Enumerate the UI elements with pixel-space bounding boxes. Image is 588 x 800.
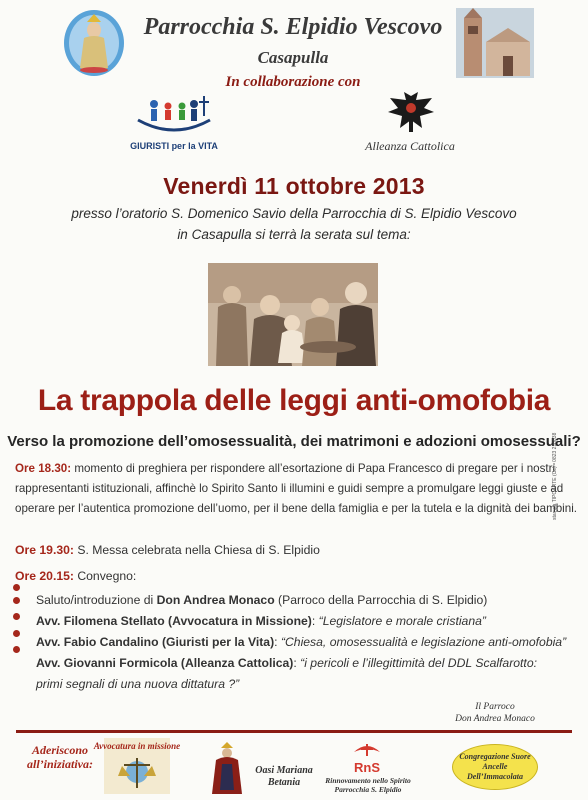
speaker-name: Avv. Giovanni Formicola (Alleanza Cattolica) [36, 656, 294, 670]
speaker-name: Avv. Filomena Stellato (Avvocatura in Missione) [36, 614, 312, 628]
program-item-2015 [15, 566, 581, 586]
bullet-icon [13, 646, 20, 653]
signature [430, 701, 560, 725]
parish-name: Parrocchia S. Elpidio Vescovo [143, 14, 443, 40]
rns-logo [346, 738, 388, 776]
family-painting [208, 263, 378, 366]
venue-line-1: presso l’oratorio S. Domenico Savio della Parrocchia di S. Elpidio Vescovo [71, 206, 517, 221]
event-date: Venerdì 11 ottobre 2013 [163, 173, 425, 199]
signature-name: Don Andrea Monaco [455, 714, 535, 724]
congregazione-badge [452, 744, 538, 790]
collaboration-label: In collaborazione con [225, 74, 361, 90]
rns-logo-text: RnS [354, 760, 380, 775]
alleanza-cattolica-eagle-icon [386, 90, 436, 134]
program-item-1830 [15, 459, 581, 519]
speaker-topic-continued: primi segnali di una nuova dittatura ?” [36, 677, 240, 691]
giuristi-per-la-vita-logo [132, 94, 216, 138]
speaker-topic: “Legislatore e morale cristiana” [318, 614, 486, 628]
speaker-prefix: Saluto/introduzione di [36, 593, 157, 607]
speaker-role: (Parroco della Parrocchia di S. Elpidio) [274, 593, 488, 607]
program-time: Ore 20.15: [15, 569, 74, 583]
oasi-mariana-name: Oasi Mariana Betania [255, 765, 313, 788]
signature-role: Il Parroco [475, 702, 515, 712]
avvocatura-in-missione-logo [93, 738, 181, 794]
speaker-item [36, 654, 581, 672]
program-text: Convegno: [77, 569, 137, 583]
subtitle: Verso la promozione dell’omosessualità, dei matrimoni e adozioni omosessuali? [7, 433, 581, 450]
program-time: Ore 19.30: [15, 543, 74, 557]
bullet-icon [13, 613, 20, 620]
main-title: La trappola delle leggi anti-omofobia [37, 384, 551, 417]
printer-note: stampa TIPOARTE (Ce) - 0823 216838 [552, 432, 558, 520]
speaker-role: : [311, 614, 319, 628]
church-photo [456, 8, 534, 78]
speaker-role: : [274, 635, 281, 649]
program-item-1930 [15, 540, 581, 560]
speaker-name: Avv. Fabio Candalino (Giuristi per la Vita) [36, 635, 275, 649]
speaker-role: : [293, 656, 301, 670]
speaker-topic: “i pericoli e l’illegittimità del DDL Scalfarotto: [300, 656, 537, 670]
congregazione-name: Congregazione Suore Ancelle Dell’Immacolata [459, 752, 531, 781]
program-text: S. Messa celebrata nella Chiesa di S. Elpidio [77, 543, 320, 557]
program-time: Ore 18.30: [15, 462, 72, 475]
avvocatura-logo-text: Avvocatura in missione [93, 741, 181, 751]
footer-divider [16, 730, 572, 733]
speaker-item [36, 612, 581, 630]
adhere-label: Aderiscono all’iniziativa: [27, 743, 93, 771]
rns-name: Rinnovamento nello Spirito Parrocchia S. Elpidio [325, 776, 411, 794]
parish-town: Casapulla [257, 48, 329, 67]
program-text: momento di preghiera per rispondere all’esortazione di Papa Francesco di pregare per i nostri rappresentanti istituzionali, affinchè lo Spirito Santo li illumini e guidi sempre a promulgare leggi giuste e ad operare per l’autentica promozione dell’uomo, per il bene della famiglia e per la tutela e la dignità dei bambini. [15, 462, 577, 515]
speaker-item [36, 633, 581, 651]
speaker-topic: “Chiesa, omosessualità e legislazione anti-omofobia” [280, 635, 567, 649]
speaker-name: Don Andrea Monaco [156, 593, 275, 607]
giuristi-name: GIURISTI per la VITA [130, 141, 218, 151]
bullet-icon [13, 584, 20, 591]
bullet-icon [13, 597, 20, 604]
oasi-mariana-madonna-icon [210, 740, 244, 794]
bullet-icon [13, 630, 20, 637]
alleanza-name: Alleanza Cattolica [365, 139, 455, 153]
madonna-logo [62, 8, 126, 78]
speaker-item [36, 591, 581, 609]
venue-line-2: in Casapulla si terrà la serata sul tema: [177, 227, 411, 242]
